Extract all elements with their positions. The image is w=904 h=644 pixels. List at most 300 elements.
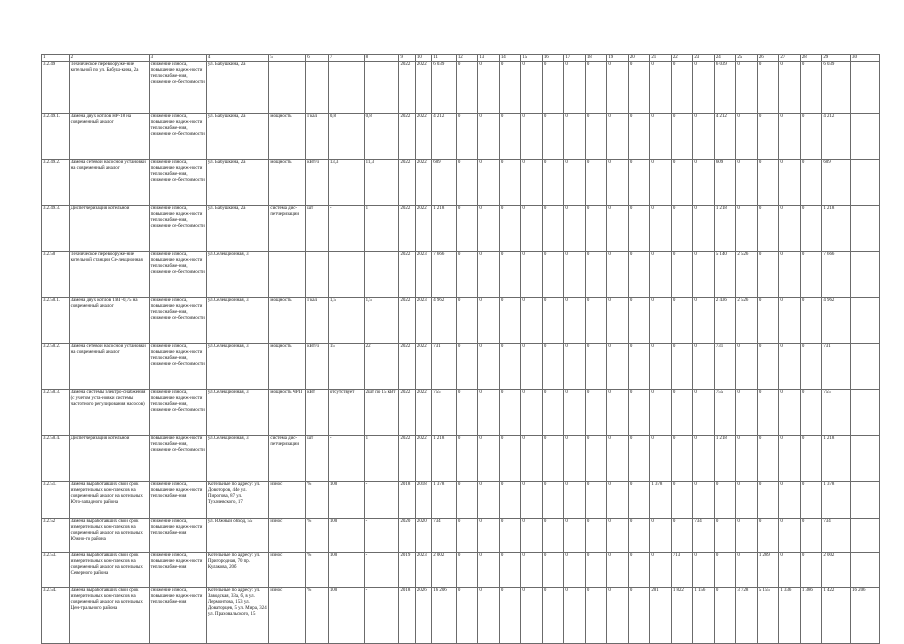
- table-cell: 0: [585, 519, 607, 553]
- table-cell: ул. Бабушкина, 2а: [206, 160, 268, 206]
- table-cell: ул.Селекционная, 3: [206, 298, 268, 344]
- table-cell: 2022: [415, 206, 431, 252]
- table-cell: ул.Селекционная, 3: [206, 252, 268, 298]
- table-cell: 0: [714, 588, 736, 644]
- table-cell: 1 218: [822, 436, 851, 482]
- table-cell: 0: [564, 114, 586, 160]
- table-cell: 0: [736, 344, 758, 390]
- table-cell: 0: [650, 344, 672, 390]
- table-cell: 0: [542, 482, 564, 519]
- table-cell: 0: [585, 553, 607, 588]
- table-cell: 3.2.51.: [42, 482, 70, 519]
- table-cell: 0: [499, 519, 521, 553]
- table-cell: 609: [714, 160, 736, 206]
- table-cell: 0: [671, 519, 693, 553]
- table-cell: 2022: [399, 298, 415, 344]
- table-cell: отсутствует: [328, 390, 364, 436]
- table-cell: 0: [478, 390, 500, 436]
- table-cell: 15: [328, 344, 364, 390]
- table-cell: 0: [757, 519, 779, 553]
- table-cell: 0: [607, 206, 629, 252]
- table-cell: 0: [800, 114, 822, 160]
- table-cell: 0: [456, 344, 478, 390]
- table-cell: 0: [478, 252, 500, 298]
- table-cell: 3.2.53.: [42, 553, 70, 588]
- table-cell: 0: [607, 519, 629, 553]
- table-cell: 0: [800, 160, 822, 206]
- table-cell: Котельные по адресу: ул. Довоторов, 44е ул. Пирогова, 87 ул. Тухачевского, 17: [206, 482, 268, 519]
- table-cell: 3.2.50.2.: [42, 344, 70, 390]
- table-cell: 0: [671, 436, 693, 482]
- table-cell: мощность: [269, 114, 306, 160]
- table-cell: 0: [628, 252, 650, 298]
- table-cell: снижение износа, повышение надеж-ности теплоснабже-ния, снижение се-бестоимости: [149, 62, 206, 114]
- table-cell: 4 962: [432, 298, 457, 344]
- table-row: [42, 482, 880, 519]
- table-row: [42, 390, 880, 436]
- table-cell: 0: [564, 553, 586, 588]
- table-cell: 13,3: [328, 160, 364, 206]
- table-cell: 755: [714, 390, 736, 436]
- column-number-cell: 7: [328, 55, 364, 62]
- table-cell: 0: [585, 588, 607, 644]
- table-cell: 3.2.49: [42, 62, 70, 114]
- table-cell: [851, 482, 880, 519]
- column-number-cell: 15: [521, 55, 543, 62]
- table-cell: 0: [564, 344, 586, 390]
- table-cell: 0: [671, 114, 693, 160]
- table-cell: 0: [628, 588, 650, 644]
- table-cell: Замена системы электро-снабжения (с учетом уста-новки системы частотного регулирования насосов): [69, 390, 149, 436]
- table-cell: 0: [499, 390, 521, 436]
- table-cell: %: [306, 588, 329, 644]
- table-cell: 0: [757, 252, 779, 298]
- table-cell: кВт/ч: [306, 344, 329, 390]
- table-cell: 0: [800, 298, 822, 344]
- table-cell: 0: [585, 160, 607, 206]
- table-cell: повышение надеж-ности теплоснабже-ния, снижение се-бестоимости: [149, 436, 206, 482]
- table-cell: 0: [736, 206, 758, 252]
- table-cell: снижение износа, повышение надеж-ности теплоснабже-ния, снижение се-бестоимости: [149, 298, 206, 344]
- table-cell: 0: [564, 482, 586, 519]
- table-cell: 755: [432, 390, 457, 436]
- table-cell: Замена двух котлов ТВГ-0,75 на современный аналог: [69, 298, 149, 344]
- table-cell: 100: [328, 519, 364, 553]
- table-cell: 0: [585, 344, 607, 390]
- table-cell: 0: [478, 160, 500, 206]
- table-cell: 2023: [415, 298, 431, 344]
- table-cell: снижение износа, повышение надеж-ности теплоснабже-ния, снижение се-бестоимости: [149, 344, 206, 390]
- table-cell: 0: [585, 206, 607, 252]
- table-cell: 0: [456, 482, 478, 519]
- table-cell: 713: [671, 553, 693, 588]
- table-cell: 0: [779, 390, 801, 436]
- table-cell: 0: [757, 436, 779, 482]
- table-cell: 0: [478, 436, 500, 482]
- table-cell: 0: [650, 160, 672, 206]
- column-number-cell: 29: [822, 55, 851, 62]
- table-cell: 0: [607, 252, 629, 298]
- table-cell: [269, 252, 306, 298]
- table-cell: 1 378: [650, 482, 672, 519]
- table-cell: 0: [456, 588, 478, 644]
- table-cell: 0: [779, 206, 801, 252]
- table-cell: 0: [628, 482, 650, 519]
- table-cell: 0: [671, 252, 693, 298]
- table-cell: 0: [456, 436, 478, 482]
- table-cell: 0: [542, 519, 564, 553]
- table-cell: 734: [432, 519, 457, 553]
- table-cell: -: [364, 482, 399, 519]
- column-number-cell: 6: [306, 55, 329, 62]
- table-row: [42, 344, 880, 390]
- table-cell: [851, 206, 880, 252]
- table-cell: 5 155: [757, 588, 779, 644]
- table-cell: 1 218: [714, 206, 736, 252]
- table-cell: 609: [432, 160, 457, 206]
- table-cell: снижение износа, повышение надеж-ности теплоснабже-ния: [149, 553, 206, 588]
- table-cell: 0: [800, 436, 822, 482]
- table-cell: 0: [607, 390, 629, 436]
- table-cell: 2 526: [736, 298, 758, 344]
- table-cell: 2018: [399, 588, 415, 644]
- table-cell: 7 666: [822, 252, 851, 298]
- table-cell: 0: [521, 252, 543, 298]
- table-cell: 731: [432, 344, 457, 390]
- table-cell: 1: [364, 436, 399, 482]
- column-number-cell: 11: [432, 55, 457, 62]
- table-cell: 2шт по 15 кВт: [364, 390, 399, 436]
- table-cell: 0: [628, 62, 650, 114]
- table-cell: 0: [564, 390, 586, 436]
- table-cell: 1 336: [779, 588, 801, 644]
- table-cell: 0: [521, 114, 543, 160]
- table-row: [42, 62, 880, 114]
- table-cell: 0: [693, 114, 715, 160]
- table-cell: мощность: [269, 160, 306, 206]
- table-cell: 0: [800, 519, 822, 553]
- table-cell: 201: [650, 588, 672, 644]
- column-number-cell: 22: [671, 55, 693, 62]
- table-cell: 0: [650, 519, 672, 553]
- table-cell: 0: [499, 298, 521, 344]
- table-cell: 0: [564, 298, 586, 344]
- table-cell: 2 002: [822, 553, 851, 588]
- table-cell: Замена сетевой насосной установки на современный аналог: [69, 344, 149, 390]
- table-cell: износ: [269, 482, 306, 519]
- table-cell: 0: [499, 436, 521, 482]
- table-cell: Диспетчеризация котельной: [69, 206, 149, 252]
- table-cell: 3.2.52: [42, 519, 70, 553]
- table-cell: 0: [628, 160, 650, 206]
- table-cell: 0: [521, 62, 543, 114]
- column-number-cell: 13: [478, 55, 500, 62]
- table-cell: 0: [650, 553, 672, 588]
- table-cell: 1 289: [757, 553, 779, 588]
- table-cell: 3.2.50: [42, 252, 70, 298]
- table-cell: 0: [478, 519, 500, 553]
- table-cell: [851, 553, 880, 588]
- table-cell: 0: [757, 62, 779, 114]
- table-cell: [851, 344, 880, 390]
- table-cell: 3.2.49.1.: [42, 114, 70, 160]
- table-cell: 0: [521, 436, 543, 482]
- table-cell: Гкал: [306, 114, 329, 160]
- table-cell: 11,3: [364, 160, 399, 206]
- table-cell: Замена выработавших свой срок измерительных ком-плексов на современный аналог на котельных Северного района: [69, 553, 149, 588]
- table-cell: 0: [585, 482, 607, 519]
- table-cell: износ: [269, 519, 306, 553]
- table-cell: 0: [478, 206, 500, 252]
- table-cell: Замена выработавших свой срок измерительных ком-плексов на современный аналог на котельных Юго-западного района: [69, 482, 149, 519]
- table-cell: 2022: [399, 114, 415, 160]
- table-cell: 0: [542, 588, 564, 644]
- table-cell: 0,8: [364, 114, 399, 160]
- table-cell: 3.2.54.: [42, 588, 70, 644]
- table-cell: 1 386: [800, 588, 822, 644]
- table-cell: 0: [456, 390, 478, 436]
- table-cell: снижение износа, повышение надеж-ности теплоснабже-ния: [149, 482, 206, 519]
- table-cell: 0: [693, 206, 715, 252]
- table-cell: %: [306, 482, 329, 519]
- table-cell: [364, 252, 399, 298]
- table-cell: 3 728: [736, 588, 758, 644]
- table-cell: ул.Селекционная, 3: [206, 436, 268, 482]
- table-cell: 0: [607, 588, 629, 644]
- table-cell: 0: [779, 160, 801, 206]
- table-cell: 0: [650, 390, 672, 436]
- table-cell: 0: [542, 553, 564, 588]
- table-cell: 0: [757, 206, 779, 252]
- table-cell: Замена двух котлов НР-18 на современный аналог: [69, 114, 149, 160]
- table-cell: -: [364, 519, 399, 553]
- table-cell: [851, 160, 880, 206]
- table-cell: 0: [693, 390, 715, 436]
- table-cell: снижение износа, повышение надеж-ности теплоснабже-ния, снижение се-бестоимости: [149, 206, 206, 252]
- table-cell: 7 666: [432, 252, 457, 298]
- table-cell: 0: [736, 62, 758, 114]
- table-cell: 0: [671, 62, 693, 114]
- table-cell: износ: [269, 553, 306, 588]
- table-cell: 0: [800, 344, 822, 390]
- table-cell: [851, 390, 880, 436]
- table-cell: 0: [542, 206, 564, 252]
- table-cell: 0: [564, 588, 586, 644]
- column-number-cell: 4: [206, 55, 268, 62]
- column-number-cell: 10: [415, 55, 431, 62]
- table-cell: 0: [478, 114, 500, 160]
- table-cell: 0: [542, 344, 564, 390]
- table-cell: 0: [607, 298, 629, 344]
- table-cell: 0: [650, 298, 672, 344]
- table-cell: 5 140: [714, 252, 736, 298]
- table-cell: 0: [757, 298, 779, 344]
- table-cell: мощность ЧРП: [269, 390, 306, 436]
- table-cell: 2022: [415, 62, 431, 114]
- column-number-cell: 17: [564, 55, 586, 62]
- table-cell: 0: [628, 390, 650, 436]
- table-cell: 0: [564, 206, 586, 252]
- table-cell: 3.2.50.1.: [42, 298, 70, 344]
- table-cell: 0: [779, 252, 801, 298]
- table-cell: снижение износа, повышение надеж-ности теплоснабже-ния: [149, 588, 206, 644]
- table-cell: 609: [822, 160, 851, 206]
- table-cell: Котельные по адресу: ул. Заводская, 33а, б, в ул. Лермонтова, 153 ул. Доваторцев, 5 ул. Мира, 324 ул. Праховальского, 15: [206, 588, 268, 644]
- table-cell: [851, 114, 880, 160]
- table-cell: снижение износа, повышение надеж-ности теплоснабже-ния, снижение се-бестоимости: [149, 252, 206, 298]
- table-cell: 0: [607, 160, 629, 206]
- table-row: [42, 519, 880, 553]
- table-cell: 0: [607, 344, 629, 390]
- table-cell: мощность: [269, 344, 306, 390]
- table-cell: 0: [499, 252, 521, 298]
- column-number-cell: 14: [499, 55, 521, 62]
- table-cell: 0: [800, 62, 822, 114]
- table-cell: 0: [757, 344, 779, 390]
- table-cell: кВт: [306, 390, 329, 436]
- column-number-cell: 25: [736, 55, 758, 62]
- table-cell: 0: [456, 206, 478, 252]
- table-cell: 1 378: [822, 482, 851, 519]
- column-number-cell: 27: [779, 55, 801, 62]
- table-cell: 1 218: [432, 436, 457, 482]
- column-number-cell: 20: [628, 55, 650, 62]
- table-cell: 2022: [399, 344, 415, 390]
- table-cell: 0: [736, 553, 758, 588]
- table-cell: 0: [521, 298, 543, 344]
- table-cell: 0: [693, 298, 715, 344]
- table-cell: 6 039: [714, 62, 736, 114]
- table-cell: [328, 252, 364, 298]
- column-number-cell: 2: [69, 55, 149, 62]
- table-cell: 2018: [399, 482, 415, 519]
- table-cell: [269, 62, 306, 114]
- table-cell: 1 218: [822, 206, 851, 252]
- table-cell: 2023: [415, 252, 431, 298]
- table-cell: [851, 298, 880, 344]
- table-cell: снижение износа, повышение надеж-ности теплоснабже-ния: [149, 519, 206, 553]
- table-cell: 2020: [399, 519, 415, 553]
- table-cell: Техническое перевооруже-ние котельной по ул. Бабуш-кина, 2а: [69, 62, 149, 114]
- table-cell: 0: [478, 344, 500, 390]
- table-cell: 0: [478, 588, 500, 644]
- table-cell: 0: [607, 482, 629, 519]
- table-cell: 0: [499, 206, 521, 252]
- table-cell: 0: [693, 482, 715, 519]
- table-cell: 734: [822, 519, 851, 553]
- table-cell: 0: [650, 252, 672, 298]
- table-cell: 1 422: [822, 588, 851, 644]
- table-cell: 0: [499, 344, 521, 390]
- table-cell: 6 039: [432, 62, 457, 114]
- table-cell: 0: [542, 114, 564, 160]
- table-cell: 0: [628, 298, 650, 344]
- table-cell: 2 436: [714, 298, 736, 344]
- table-cell: 0: [499, 482, 521, 519]
- table-cell: -: [328, 206, 364, 252]
- table-cell: 6 039: [822, 62, 851, 114]
- table-cell: 0: [456, 114, 478, 160]
- table-cell: [328, 62, 364, 114]
- table-cell: ул.Селекционная, 3: [206, 390, 268, 436]
- table-cell: 3.2.50.4.: [42, 436, 70, 482]
- table-cell: 0: [542, 436, 564, 482]
- table-cell: 731: [822, 344, 851, 390]
- table-cell: 0: [585, 62, 607, 114]
- table-cell: 2022: [399, 206, 415, 252]
- table-cell: [306, 62, 329, 114]
- table-cell: 0: [521, 206, 543, 252]
- table-cell: [851, 62, 880, 114]
- column-number-cell: 8: [364, 55, 399, 62]
- table-cell: 0: [779, 114, 801, 160]
- table-cell: 0: [800, 390, 822, 436]
- table-cell: [851, 252, 880, 298]
- table-cell: 0: [779, 519, 801, 553]
- table-cell: 1,5: [328, 298, 364, 344]
- table-cell: Замена выработавших свой срок измерительных ком-плексов на современный аналог на котельных Южно-го района: [69, 519, 149, 553]
- table-cell: ул. Южный обход, 55: [206, 519, 268, 553]
- table-cell: 0: [499, 114, 521, 160]
- table-cell: 0: [800, 252, 822, 298]
- column-number-cell: 26: [757, 55, 779, 62]
- table-cell: 0: [693, 553, 715, 588]
- table-cell: 2022: [415, 436, 431, 482]
- table-cell: 1,5: [364, 298, 399, 344]
- table-cell: 0: [779, 62, 801, 114]
- table-cell: 0: [779, 344, 801, 390]
- table-cell: 0: [779, 553, 801, 588]
- table-cell: -: [328, 436, 364, 482]
- table-cell: 0: [714, 482, 736, 519]
- table-cell: 3.2.49.2.: [42, 160, 70, 206]
- table-cell: 0: [456, 62, 478, 114]
- table-cell: 0: [456, 160, 478, 206]
- table-cell: 2 526: [736, 252, 758, 298]
- table-cell: 0: [478, 482, 500, 519]
- table-cell: 0: [478, 298, 500, 344]
- column-number-cell: 12: [456, 55, 478, 62]
- table-cell: 0: [564, 252, 586, 298]
- table-cell: 0: [757, 160, 779, 206]
- table-cell: 2020: [415, 519, 431, 553]
- table-cell: снижение износа, повышение надеж-ности теплоснабже-ния, снижение се-бестоимости: [149, 114, 206, 160]
- table-cell: 0: [650, 114, 672, 160]
- table-cell: -: [364, 588, 399, 644]
- table-cell: 16 206: [851, 588, 880, 644]
- table-cell: 22: [364, 344, 399, 390]
- table-cell: 0: [628, 553, 650, 588]
- table-cell: снижение износа, повышение надеж-ности теплоснабже-ния, снижение се-бестоимости: [149, 160, 206, 206]
- table-cell: кВт/ч: [306, 160, 329, 206]
- table-cell: ул.Селекционная, 3: [206, 344, 268, 390]
- table-cell: 0: [607, 553, 629, 588]
- table-cell: 2022: [399, 160, 415, 206]
- table-cell: 0: [693, 62, 715, 114]
- table-cell: 0: [736, 390, 758, 436]
- table-cell: 0: [800, 206, 822, 252]
- table-cell: 2022: [415, 344, 431, 390]
- column-number-cell: 23: [693, 55, 715, 62]
- table-cell: 2022: [399, 390, 415, 436]
- table-cell: Техническое перевооруже-ние котельной станции Се-лекционная: [69, 252, 149, 298]
- column-number-row: [42, 55, 880, 62]
- table-row: [42, 588, 880, 644]
- table-cell: 2018: [415, 482, 431, 519]
- table-row: [42, 160, 880, 206]
- table-cell: 0: [736, 482, 758, 519]
- table-cell: 0: [456, 298, 478, 344]
